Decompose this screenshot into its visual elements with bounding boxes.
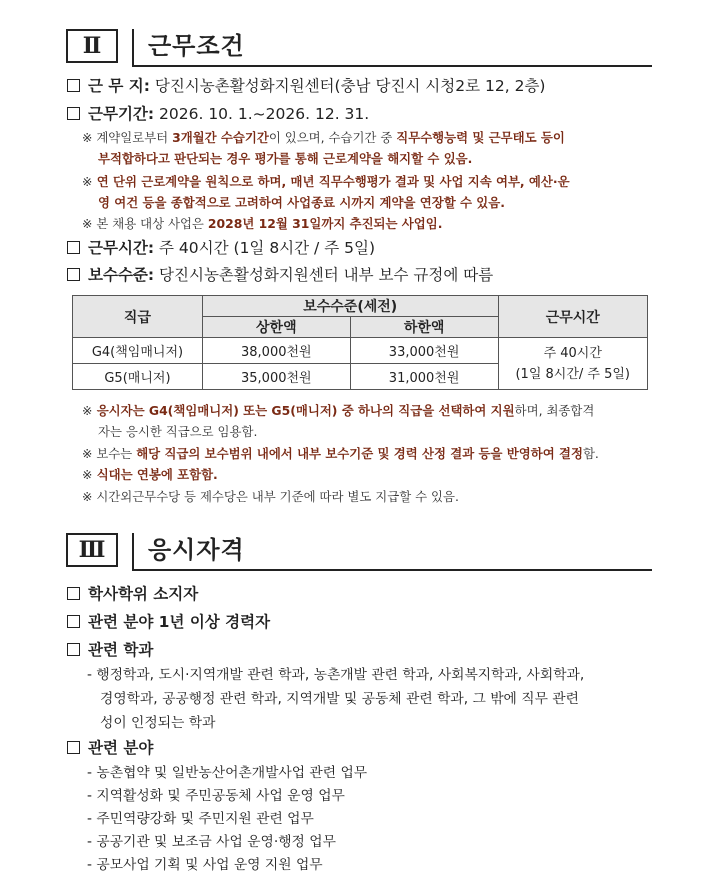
note-emphasis: 식대는 연봉에 포함함. — [92, 467, 218, 482]
pay-level-item — [67, 264, 493, 286]
related-majors-item — [67, 639, 153, 661]
project-period-note — [82, 214, 442, 234]
header-hours: 근무시간 — [498, 296, 648, 338]
header-upper: 상한액 — [202, 317, 350, 338]
header-lower: 하한액 — [350, 317, 498, 338]
note-mark: ※ — [82, 489, 93, 504]
note-mark: ※ — [82, 130, 93, 145]
cell-lower: 33,000천원 — [350, 338, 498, 364]
allowance-note — [82, 487, 459, 507]
cell-upper: 35,000천원 — [202, 364, 350, 390]
cell-upper: 38,000천원 — [202, 338, 350, 364]
cell-grade: G4(책임매니저) — [73, 338, 203, 364]
item-value: 주 40시간 (1일 8시간 / 주 5일) — [154, 239, 375, 257]
field-line: - 지역활성화 및 주민공동체 사업 운영 업무 — [87, 788, 345, 804]
item-value: 2026. 10. 1.~2026. 12. 31. — [154, 105, 370, 123]
note-text: 자는 응시한 직급으로 임용함. — [98, 424, 258, 439]
majors-line: 경영학과, 공공행정 관련 학과, 지역개발 및 공동체 관련 학과, 그 밖에 직무 관련 — [100, 691, 579, 707]
cell-lower: 31,000천원 — [350, 364, 498, 390]
header-pay: 보수수준(세전) — [202, 296, 498, 317]
contract-note-cont — [98, 193, 505, 213]
note-mark: ※ — [82, 467, 93, 482]
note-emphasis: 영 여건 등을 종합적으로 고려하여 사업종료 시까지 계약을 연장할 수 있음. — [98, 195, 505, 210]
note-emphasis: 해당 직급의 보수범위 내에서 내부 보수기준 및 경력 산정 결과 등을 반영하여 결정 — [136, 446, 583, 461]
item-label: 학사학위 소지자 — [88, 585, 199, 603]
pay-table — [72, 295, 648, 390]
note-emphasis: 응시자는 G4(책임매니저) 또는 G5(매니저) 중 하나의 직급을 선택하여 지원 — [92, 403, 515, 418]
note-emphasis: 3개월간 수습기간 — [172, 130, 269, 145]
note-text: 본 채용 대상 사업은 — [92, 216, 208, 231]
section-title: 근무조건 — [148, 32, 245, 60]
checkbox-icon — [67, 268, 80, 281]
majors-line: 성이 인정되는 학과 — [100, 715, 216, 731]
note-mark: ※ — [82, 216, 93, 231]
hours-line: 주 40시간 — [543, 345, 602, 361]
work-period-item — [67, 103, 369, 125]
experience-item — [67, 611, 270, 633]
note-emphasis: 직무수행능력 및 근무태도 등이 — [396, 130, 565, 145]
item-label: 관련 학과 — [88, 641, 154, 659]
field-line: - 공모사업 기획 및 사업 운영 지원 업무 — [87, 857, 323, 873]
note-text: 계약일로부터 — [92, 130, 173, 145]
item-label: 근 무 지: — [88, 77, 150, 95]
checkbox-icon — [67, 643, 80, 656]
header-grade: 직급 — [73, 296, 203, 338]
note-emphasis: 2028년 12월 31일까지 추진되는 사업임. — [207, 216, 443, 231]
note-text: 함. — [582, 446, 599, 461]
item-label: 보수수준: — [88, 266, 155, 284]
item-value: 당진시농촌활성화지원센터(충남 당진시 시청2로 12, 2층) — [149, 77, 546, 95]
checkbox-icon — [67, 241, 80, 254]
note-emphasis: 연 단위 근로계약을 원칙으로 하며, 매년 직무수행평가 결과 및 사업 지속 여부, 예산·운 — [92, 174, 570, 189]
checkbox-icon — [67, 79, 80, 92]
section-number: Ⅱ — [66, 29, 118, 63]
note-text: 하며, 최종합격 — [514, 403, 595, 418]
section-title: 응시자격 — [148, 536, 245, 564]
note-mark: ※ — [82, 174, 93, 189]
probation-note — [82, 128, 565, 148]
section-number: Ⅲ — [66, 533, 118, 567]
contract-note — [82, 172, 570, 192]
item-label: 근무기간: — [88, 105, 155, 123]
table-row — [73, 338, 648, 364]
item-label: 관련 분야 — [88, 739, 154, 757]
note-text: 이 있으며, 수습기간 중 — [268, 130, 397, 145]
header-underline — [132, 569, 652, 571]
meal-note — [82, 465, 218, 485]
pay-decision-note — [82, 444, 599, 464]
note-mark: ※ — [82, 446, 93, 461]
header-divider — [132, 533, 134, 569]
item-value: 당진시농촌활성화지원센터 내부 보수 규정에 따름 — [154, 266, 494, 284]
cell-hours — [498, 338, 648, 390]
header-underline — [132, 65, 652, 67]
grade-selection-note-cont — [98, 422, 257, 442]
checkbox-icon — [67, 107, 80, 120]
cell-grade: G5(매니저) — [73, 364, 203, 390]
degree-item — [67, 583, 198, 605]
checkbox-icon — [67, 615, 80, 628]
checkbox-icon — [67, 741, 80, 754]
checkbox-icon — [67, 587, 80, 600]
section-header-qualifications — [66, 533, 652, 573]
item-label: 근무시간: — [88, 239, 155, 257]
field-line: - 공공기관 및 보조금 사업 운영·행정 업무 — [87, 834, 336, 850]
header-divider — [132, 29, 134, 65]
note-text: 시간외근무수당 등 제수당은 내부 기준에 따라 별도 지급할 수 있음. — [92, 489, 459, 504]
grade-selection-note — [82, 401, 594, 421]
note-emphasis: 부적합하다고 판단되는 경우 평가를 통해 근로계약을 해지할 수 있음. — [98, 151, 473, 166]
probation-note-cont — [98, 149, 472, 169]
majors-line: - 행정학과, 도시·지역개발 관련 학과, 농촌개발 관련 학과, 사회복지학과, 사회학과, — [87, 667, 585, 683]
note-text: 보수는 — [92, 446, 137, 461]
work-location-item — [67, 75, 545, 97]
field-line: - 농촌협약 및 일반농산어촌개발사업 관련 업무 — [87, 765, 368, 781]
related-fields-item — [67, 737, 153, 759]
hours-line: (1일 8시간/ 주 5일) — [515, 366, 631, 382]
work-hours-item — [67, 237, 375, 259]
note-mark: ※ — [82, 403, 93, 418]
field-line: - 주민역량강화 및 주민지원 관련 업무 — [87, 811, 314, 827]
item-label: 관련 분야 1년 이상 경력자 — [88, 613, 271, 631]
section-header-working-conditions — [66, 29, 652, 69]
